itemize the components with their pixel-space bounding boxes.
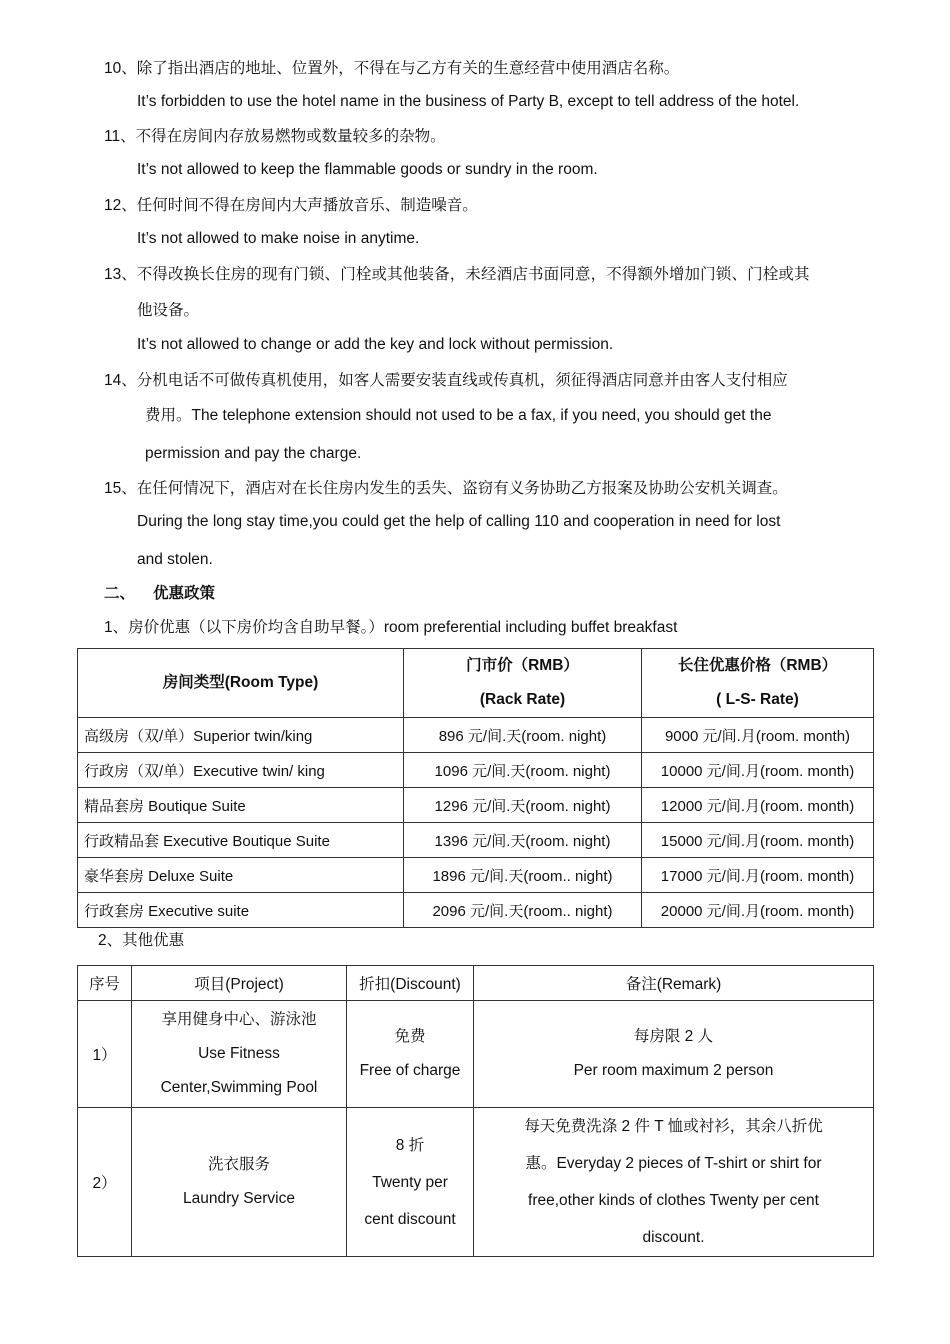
discount-cell: 8 折 Twenty per cent discount — [347, 1108, 474, 1257]
table-row — [78, 823, 874, 858]
rack-rate-cell: 1096 元/间.天(room. night) — [404, 753, 642, 788]
rule-13-zh-cont: 他设备。 — [137, 301, 200, 319]
table-row — [78, 858, 874, 893]
rule-14-en: permission and pay the charge. — [145, 445, 362, 462]
rate-table-header — [78, 649, 874, 718]
rule-14-cont: 费用。The telephone extension should not used to be a fax, if you need, you should get the — [145, 407, 772, 424]
rule-15-zh: 15、在任何情况下，酒店对在长住房内发生的丢失、盗窃有义务协助乙方报案及协助公安机关调查。 — [104, 479, 788, 497]
other-offers-subheading: 2、其他优惠 — [98, 932, 185, 949]
rack-rate-cell: 896 元/间.天(room. night) — [404, 718, 642, 753]
table-row — [78, 788, 874, 823]
room-type-cell: 精品套房 Boutique Suite — [78, 788, 404, 823]
room-type-cell: 行政房（双/单）Executive twin/ king — [78, 753, 404, 788]
room-type-cell: 行政精品套 Executive Boutique Suite — [78, 823, 404, 858]
rule-11-zh: 11、不得在房间内存放易燃物或数量较多的杂物。 — [104, 127, 446, 145]
section-2-title: 优惠政策 — [153, 585, 216, 602]
rule-14-zh: 14、分机电话不可做传真机使用，如客人需要安装直线或传真机，须征得酒店同意并由客人支付相应 — [104, 371, 788, 389]
table-row — [78, 753, 874, 788]
table-row — [78, 893, 874, 928]
header-discount: 折扣(Discount) — [347, 966, 474, 1001]
rack-rate-cell: 1296 元/间.天(room. night) — [404, 788, 642, 823]
rule-10-en: It’s forbidden to use the hotel name in the business of Party B, except to tell address of the hotel. — [137, 93, 800, 110]
table-row — [78, 1001, 874, 1108]
rule-12-zh: 12、任何时间不得在房间内大声播放音乐、制造噪音。 — [104, 196, 478, 214]
rule-11-en: It’s not allowed to keep the flammable goods or sundry in the room. — [137, 161, 598, 178]
ls-rate-cell: 10000 元/间.月(room. month) — [642, 753, 874, 788]
rule-15-en: During the long stay time,you could get the help of calling 110 and cooperation in need for lost — [137, 513, 781, 530]
ls-rate-cell: 17000 元/间.月(room. month) — [642, 858, 874, 893]
table-row — [78, 718, 874, 753]
room-rate-subheading: 1、房价优惠（以下房价均含自助早餐。）room preferential including buffet breakfast — [104, 619, 678, 636]
ls-rate-cell: 20000 元/间.月(room. month) — [642, 893, 874, 928]
rule-10-zh: 10、除了指出酒店的地址、位置外，不得在与乙方有关的生意经营中使用酒店名称。 — [104, 59, 680, 77]
ls-rate-cell: 15000 元/间.月(room. month) — [642, 823, 874, 858]
rule-12-en: It’s not allowed to make noise in anytime. — [137, 230, 420, 247]
row-number: 2） — [78, 1108, 132, 1257]
project-cell: 洗衣服务 Laundry Service — [132, 1108, 347, 1257]
header-no: 序号 — [78, 966, 132, 1001]
remark-cell: 每房限 2 人 Per room maximum 2 person — [474, 1001, 874, 1108]
project-cell: 享用健身中心、游泳池 Use Fitness Center,Swimming Pool — [132, 1001, 347, 1108]
section-2-number: 二、 — [104, 585, 136, 602]
rack-rate-cell: 1896 元/间.天(room.. night) — [404, 858, 642, 893]
header-ls-rate: 长住优惠价格（RMB） ( L-S- Rate) — [642, 649, 874, 718]
rack-rate-cell: 1396 元/间.天(room. night) — [404, 823, 642, 858]
other-offers-table — [77, 965, 874, 1257]
row-number: 1） — [78, 1001, 132, 1108]
remark-cell: 每天免费洗涤 2 件 T 恤或衬衫，其余八折优 惠。Everyday 2 pieces of T-shirt or shirt for free,other kinds of clothes Twenty per cent discount. — [474, 1108, 874, 1257]
ls-rate-cell: 9000 元/间.月(room. month) — [642, 718, 874, 753]
rack-rate-cell: 2096 元/间.天(room.. night) — [404, 893, 642, 928]
header-remark: 备注(Remark) — [474, 966, 874, 1001]
header-room-type: 房间类型(Room Type) — [78, 649, 404, 718]
rule-15-en-cont: and stolen. — [137, 551, 213, 568]
header-project: 项目(Project) — [132, 966, 347, 1001]
rule-13-zh: 13、不得改换长住房的现有门锁、门栓或其他装备，未经酒店书面同意，不得额外增加门锁、门栓或其 — [104, 265, 810, 283]
rule-13-en: It’s not allowed to change or add the key and lock without permission. — [137, 336, 614, 353]
table-row — [78, 1108, 874, 1257]
room-type-cell: 豪华套房 Deluxe Suite — [78, 858, 404, 893]
room-type-cell: 高级房（双/单）Superior twin/king — [78, 718, 404, 753]
discount-cell: 免费 Free of charge — [347, 1001, 474, 1108]
room-type-cell: 行政套房 Executive suite — [78, 893, 404, 928]
room-rate-table — [77, 648, 874, 928]
other-table-header — [78, 966, 874, 1001]
header-rack-rate: 门市价（RMB） (Rack Rate) — [404, 649, 642, 718]
ls-rate-cell: 12000 元/间.月(room. month) — [642, 788, 874, 823]
